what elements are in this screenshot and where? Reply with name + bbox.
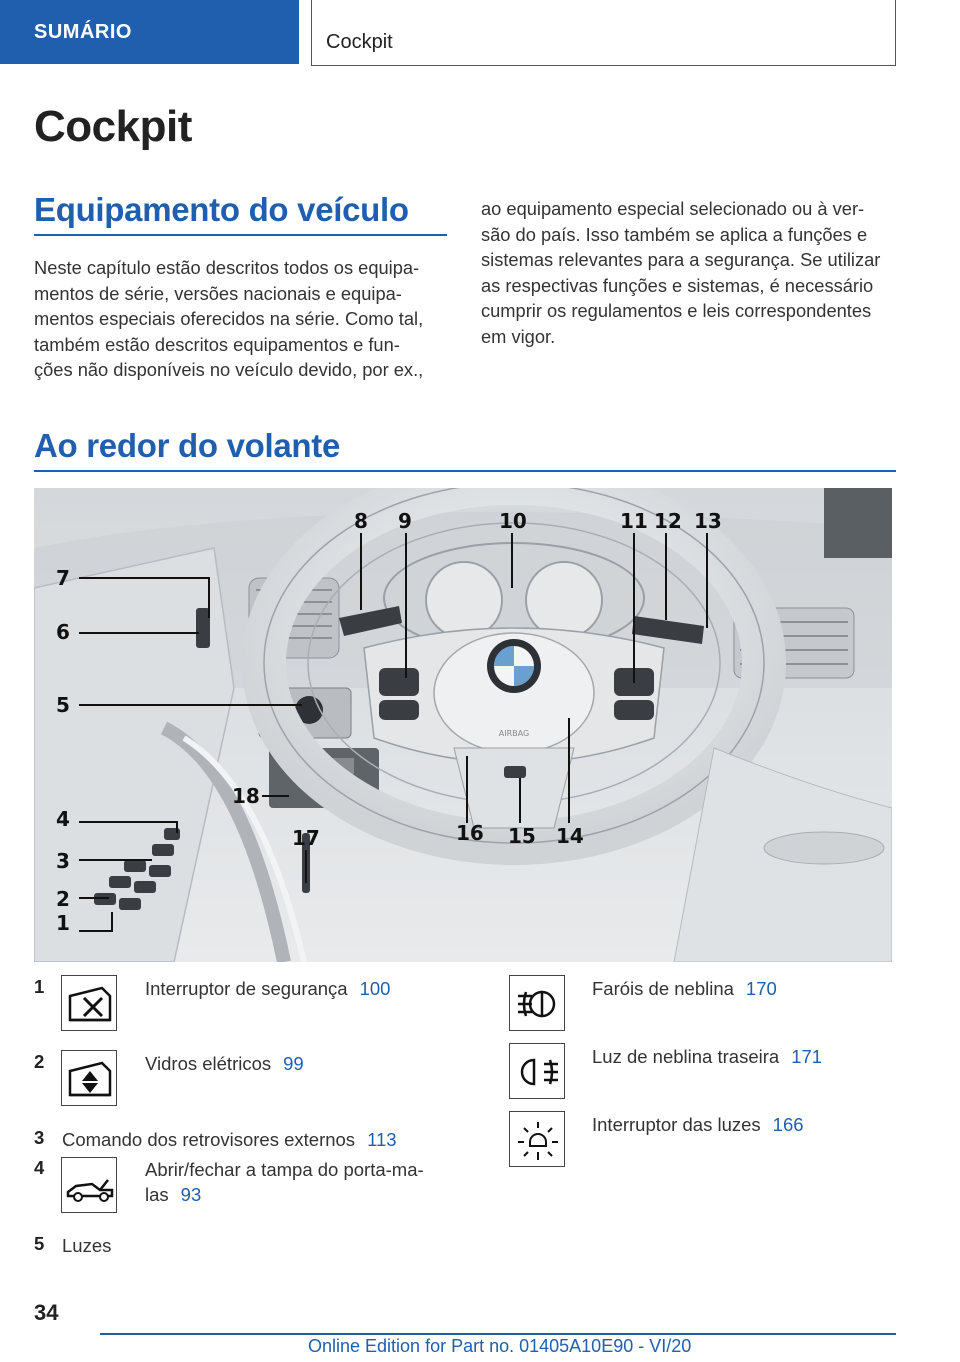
text-line: em vigor. (481, 325, 556, 347)
airbag-label: AIRBAG (498, 729, 530, 738)
legend-text: las (145, 1184, 169, 1205)
callout-10: 10 (499, 509, 527, 533)
page-link[interactable]: 93 (180, 1184, 202, 1205)
chapter-title: Cockpit (34, 102, 192, 151)
legend-item-2 (145, 1051, 304, 1076)
text-line: são do país. Isso também se aplica a funções e (481, 223, 868, 245)
callout-9: 9 (398, 509, 412, 533)
text-line: as respectivas funções e sistemas, é necessário (481, 274, 874, 296)
front-fog-light-icon (509, 975, 565, 1031)
callout-13: 13 (694, 509, 722, 533)
callout-12: 12 (654, 509, 682, 533)
legend-number: 2 (34, 1051, 45, 1072)
section-header: Cockpit (311, 0, 896, 66)
callout-1: 1 (56, 911, 70, 935)
legend-sub-1 (592, 976, 777, 1001)
legend-text: Vidros elétricos (145, 1053, 272, 1074)
callout-6: 6 (56, 620, 70, 644)
intro-paragraph-left (34, 255, 447, 383)
callout-2: 2 (56, 887, 70, 911)
page-number: 34 (34, 1300, 59, 1325)
page-link[interactable]: 113 (367, 1129, 397, 1150)
section-rule (34, 470, 896, 472)
page-link[interactable]: 170 (745, 978, 777, 999)
trunk-icon (61, 1157, 117, 1213)
section-title-equipment: Equipamento do veículo (34, 191, 409, 228)
legend-text: Comando dos retrovisores externos (62, 1129, 356, 1150)
legend-text: Abrir/fechar a tampa do porta-ma- (145, 1159, 424, 1180)
callout-5: 5 (56, 693, 70, 717)
page-link[interactable]: 171 (791, 1046, 823, 1067)
page-link[interactable]: 100 (359, 978, 391, 999)
legend-number: 4 (34, 1157, 45, 1178)
footer-rule (100, 1333, 896, 1335)
text-line: também estão descritos equipamentos e fun- (34, 333, 400, 355)
text-line: mentos especiais oferecidos na série. Como tal, (34, 308, 424, 329)
legend-text: Interruptor de segurança (145, 978, 348, 999)
section-title-steering: Ao redor do volante (34, 427, 340, 464)
text-line: mentos de série, versões nacionais e equipa- (34, 282, 402, 304)
legend-number: 5 (34, 1233, 45, 1254)
page-link[interactable]: 99 (283, 1053, 304, 1074)
power-window-icon (61, 1050, 117, 1106)
intro-paragraph-right (481, 196, 896, 349)
cockpit-illustration (34, 488, 892, 962)
legend-sub-2 (592, 1044, 822, 1069)
text-line: ções não disponíveis no veículo devido, por ex., (34, 359, 424, 380)
legend-item-5: Luzes (62, 1235, 112, 1256)
callout-7: 7 (56, 566, 70, 590)
legend-text: Faróis de neblina (592, 978, 734, 999)
callout-16: 16 (456, 821, 484, 845)
callout-18: 18 (232, 784, 260, 808)
window-lock-icon (61, 975, 117, 1031)
text-line: cumprir os regulamentos e leis correspondentes (481, 300, 872, 321)
legend-item-3 (62, 1127, 397, 1152)
legend-number: 3 (34, 1127, 45, 1148)
light-switch-icon (509, 1111, 565, 1167)
callout-4: 4 (56, 807, 70, 831)
callout-11: 11 (620, 509, 648, 533)
cockpit-drawing (34, 488, 892, 962)
section-rule (34, 234, 447, 236)
callout-15: 15 (508, 824, 536, 848)
page-link[interactable]: 166 (772, 1114, 804, 1135)
text-line: ao equipamento especial selecionado ou à ver- (481, 198, 865, 219)
callout-14: 14 (556, 824, 584, 848)
legend-sub-3 (592, 1112, 804, 1137)
callout-17: 17 (292, 826, 320, 850)
toc-tab[interactable]: SUMÁRIO (0, 0, 299, 64)
text-line: Neste capítulo estão descritos todos os equipa- (34, 257, 420, 278)
rear-fog-light-icon (509, 1043, 565, 1099)
legend-text: Luz de neblina traseira (592, 1046, 780, 1067)
callout-8: 8 (354, 509, 368, 533)
edition-note: Online Edition for Part no. 01405A10E90 - VI/20 (308, 1336, 692, 1356)
legend-item-4 (145, 1157, 424, 1207)
legend-item-1 (145, 976, 390, 1001)
callout-3: 3 (56, 849, 70, 873)
legend-text: Interruptor das luzes (592, 1114, 761, 1135)
text-line: sistemas relevantes para a segurança. Se utilizar (481, 249, 881, 270)
legend-number: 1 (34, 976, 45, 997)
